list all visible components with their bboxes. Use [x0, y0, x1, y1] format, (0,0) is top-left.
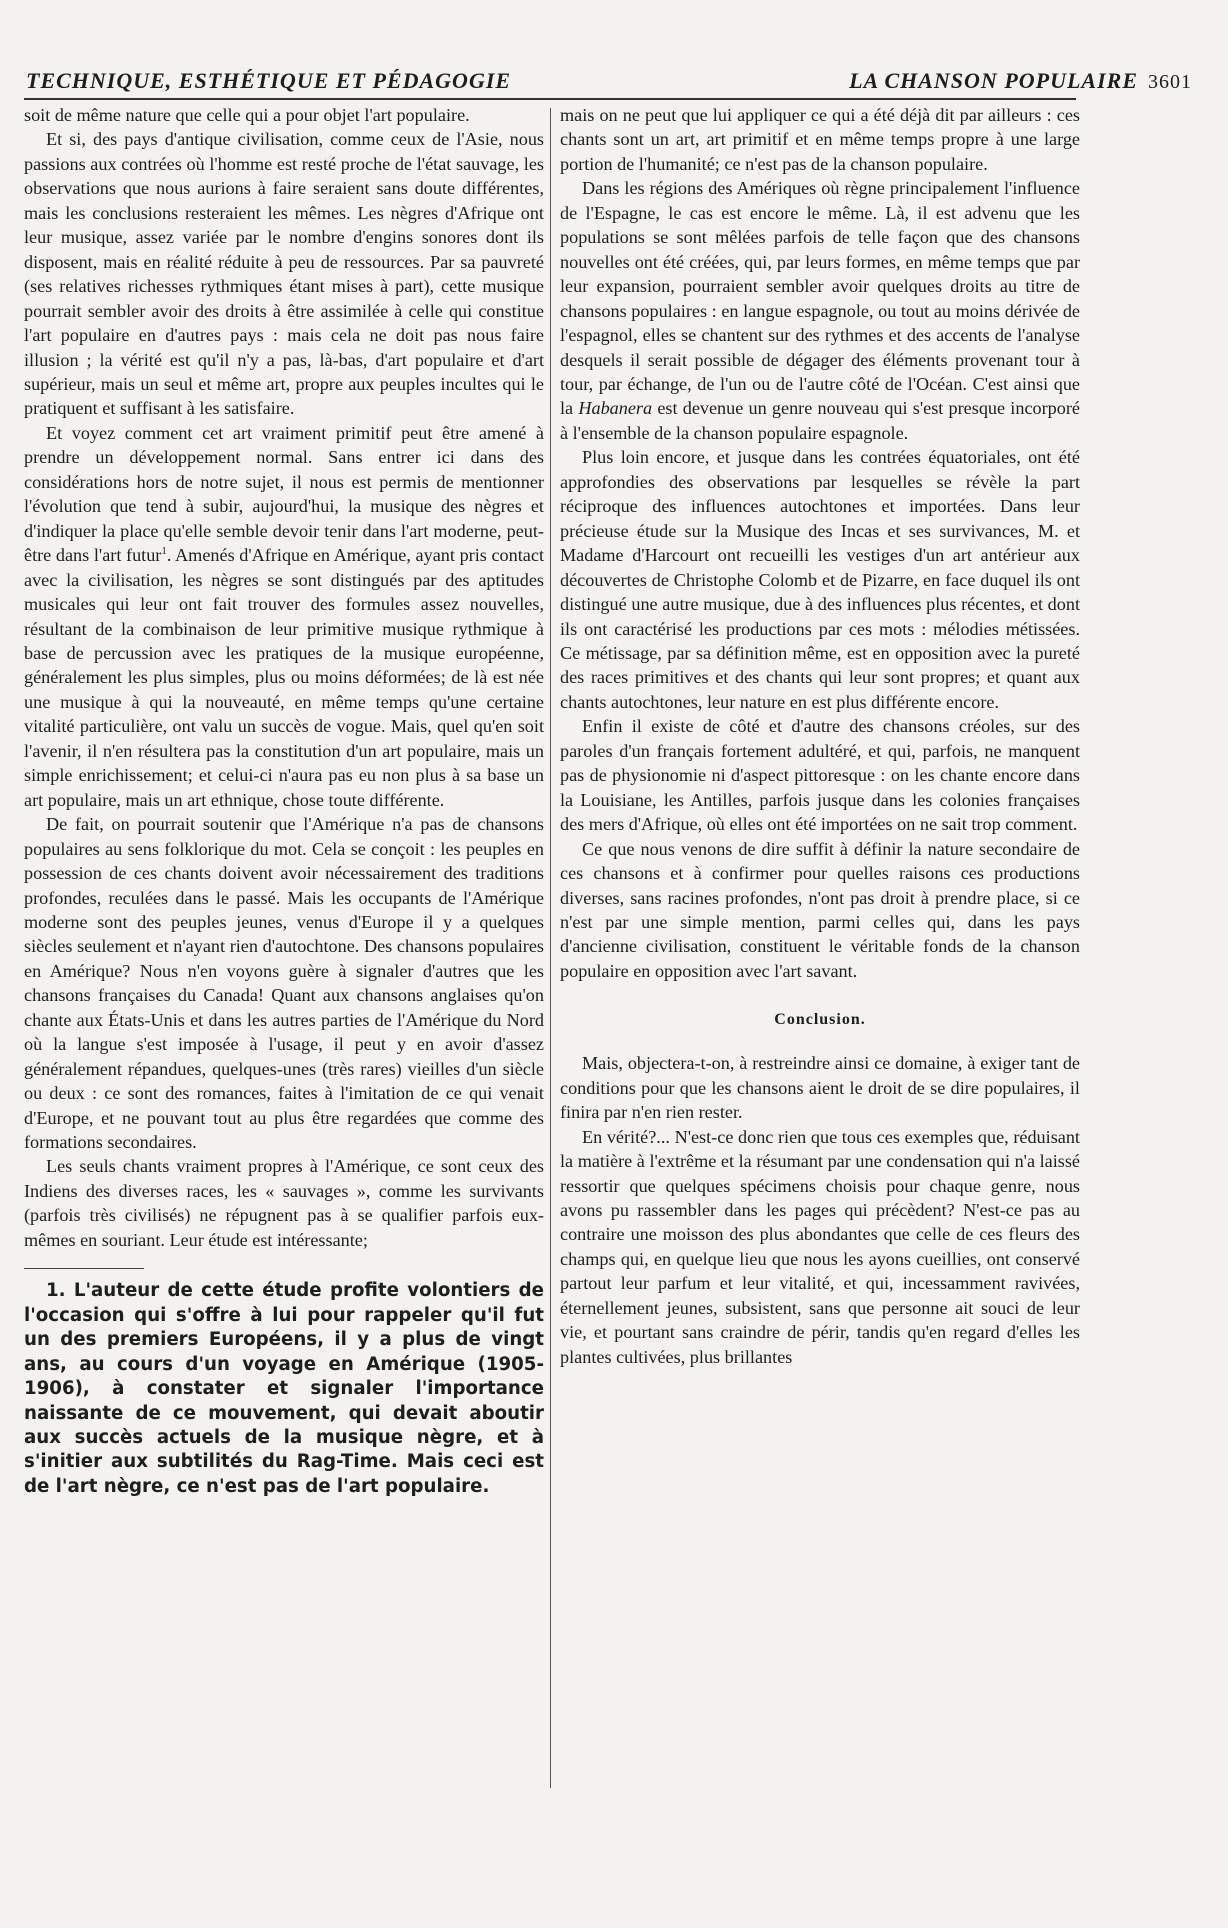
paragraph: soit de même nature que celle qui a pour objet l'art populaire.	[24, 105, 470, 125]
italic-term: Habanera	[578, 398, 653, 419]
footnote-marker: 1	[161, 545, 167, 558]
paragraph: Plus loin encore, et jusque dans les contrées équatoriales, ont été approfondies des observations par lesquelles se révèle la part réciproque des influences autochtones et importées. Dans leur précieuse étude sur la Musique des Incas et ses survivances, M. et Madame d'Harcourt ont recueilli les vestiges d'un art antérieur aux découvertes de Christophe Colomb et de Pizarre, en face duquel ils ont distingué une autre musique, due à des influences plus récentes, et dont ils ont caractérisé les productions par ces mots : mélodies métissées. Ce métissage, par sa définition même, est en opposition avec la pureté des races primitives et des chants qui leur sont propres; et quant aux chants autochtones, leur nature en est plus différente encore.	[560, 447, 1080, 712]
paragraph: Enfin il existe de côté et d'autre des chansons créoles, sur des paroles d'un français fortement adultéré, et qui, parfois, ne manquent pas de physionomie ni d'aspect pittoresque : on les chante encore dans la Louisiane, les Antilles, parfois jusque dans les colonies françaises des mers d'Afrique, où elles ont été importées on ne sait trop comment.	[560, 716, 1080, 835]
paragraph: De fait, on pourrait soutenir que l'Amérique n'a pas de chansons populaires au sens folklorique du mot. Cela se conçoit : les peuples en possession de ces chants doivent avoir nécessairement des traditions profondes, reculées dans le passé. Mais les occupants de l'Amérique moderne sont des peuples jeunes, venus d'Europe il y a quelques siècles seulement et n'ayant rien d'autochtone. Des chansons populaires en Amérique? Nous n'en voyons guère à signaler d'autres que les chansons françaises du Canada! Quant aux chansons anglaises qu'on chante aux États-Unis et dans les autres parties de l'Amérique du Nord où la langue s'est imposée à l'usage, il peut y en avoir d'assez généralement répandues, quelques-unes (très rares) vieilles d'un siècle ou deux : ce sont des romances, faites à l'imitation de ce qui venait d'Europe, et ne pouvant tout au plus être regardées que comme des formations secondaires.	[24, 814, 544, 1153]
paragraph	[560, 176, 1080, 445]
paragraph-text: Et voyez comment cet art vraiment primitif peut être amené à prendre un développement normal. Sans entrer ici dans des considérations hors de notre sujet, il nous est permis de mentionner l'évolution que tend à subir, aujourd'hui, la musique des nègres et d'indiquer la place qu'elle semble devoir tenir dans l'art moderne, peut-être dans l'art futur	[24, 422, 544, 566]
footnote: 1. L'auteur de cette étude profite volontiers de l'occasion qui s'offre à lui pour rappeler qu'il fut un des premiers Européens, il y a plus de vingt ans, au cours d'un voyage en Amérique (1905-1906), à constater et signaler l'importance naissante de ce mouvement, qui devait aboutir aux succès actuels de la musique nègre, et à s'initier aux subtilités du Rag-Time. Mais ceci est de l'art nègre, ce n'est pas de l'art populaire.	[24, 1280, 544, 1497]
header-chapter-title: LA CHANSON POPULAIRE	[849, 68, 1138, 93]
column-divider	[550, 108, 551, 1788]
paragraph-text: est devenue un genre nouveau qui s'est presque incorporé à l'ensemble de la chanson populaire espagnole.	[560, 398, 1080, 443]
left-column	[24, 103, 544, 1499]
footnote-rule	[24, 1268, 144, 1269]
running-header	[24, 64, 1192, 98]
paragraph	[24, 421, 544, 812]
header-right-title	[849, 68, 1192, 94]
paragraph-text: Dans les régions des Amériques où règne principalement l'influence de l'Espagne, le cas est encore le même. Là, il est advenu que les populations se sont mêlées parfois de telle façon que des chansons nouvelles ont été créées, qui, par leurs formes, en même temps que par leur expansion, pourraient sembler avoir quelques droits au titre de chansons populaires : en langue espagnole, ou tout au moins dérivée de l'espagnol, elles se chantent sur des rythmes et des accents de l'analyse desquels il serait possible de dégager des éléments provenant tour à tour, par échange, de l'un ou de l'autre côté de l'Océan. C'est ainsi que la	[560, 178, 1080, 419]
paragraph: Les seuls chants vraiment propres à l'Amérique, ce sont ceux des Indiens des diverses races, les « sauvages », comme les survivants (parfois très civilisés) ne répugnent pas à se qualifier parfois eux-mêmes en souriant. Leur étude est intéressante;	[24, 1156, 544, 1250]
header-left-title: TECHNIQUE, ESTHÉTIQUE ET PÉDAGOGIE	[26, 68, 512, 93]
paragraph-text: . Amenés d'Afrique en Amérique, ayant pris contact avec la civilisation, les nègres se sont distingués par des aptitudes musicales qui leur ont fait trouver des formules assez nouvelles, résultant de la combinaison de leur primitive musique rythmique à base de percussion avec les pratiques de la musique européenne, généralement les plus simples, plus ou moins déformées; de là est née une musique à qui la nouveauté, en même temps qu'une certaine vitalité particulière, ont valu un succès de vogue. Mais, quel qu'en soit l'avenir, il n'en résultera pas la constitution d'un art populaire, mais un simple enrichissement; et celui-ci n'aura pas eu non plus à sa base un art populaire, mais un art ethnique, chose toute différente.	[24, 545, 544, 810]
right-column	[560, 103, 1080, 1369]
paragraph: mais on ne peut que lui appliquer ce qui a été déjà dit par ailleurs : ces chants sont un art, art primitif et en même temps propre à une large portion de l'humanité; ce n'est pas de la chanson populaire.	[560, 105, 1080, 174]
paragraph: Mais, objectera-t-on, à restreindre ainsi ce domaine, à exiger tant de conditions pour que les chansons aient le droit de se dire populaires, il finira par n'en rien rester.	[560, 1053, 1080, 1123]
paragraph: En vérité?... N'est-ce donc rien que tous ces exemples que, réduisant la matière à l'extrême et la résumant par une condensation qui n'a laissé ressortir que quelques spécimens choisis pour chaque genre, nous avons pu rassembler dans les pages qui précèdent? N'est-ce pas au contraire une moisson des plus abondantes que celle de ces fleurs des champs qui, en quelque lieu que nous les ayons cueillies, ont conservé partout leur parfum et leur vitalité, et qui, incessamment ravivées, éternellement jeunes, subsistent, sans que personne ait souci de leur vie, et pourtant sans craindre de périr, tandis qu'en regard d'elles les plantes cultivées, plus brillantes	[560, 1126, 1080, 1367]
paragraph: Ce que nous venons de dire suffit à définir la nature secondaire de ces chansons et à confirmer pour quelles raisons ces productions diverses, sans racines profondes, n'ont pas droit à prendre place, si ce n'est par une simple mention, parmi celles qui, dans les pays d'ancienne civilisation, constituent le véritable fonds de la chanson populaire en opposition avec l'art savant.	[560, 838, 1080, 981]
paragraph: Et si, des pays d'antique civilisation, comme ceux de l'Asie, nous passions aux contrées où l'homme est resté proche de l'état sauvage, les observations que nous aurions à faire seraient sans doute différentes, mais les conclusions resteraient les mêmes. Les nègres d'Afrique ont leur musique, assez variée par le nombre d'engins sonores dont ils disposent, mais en réalité réduite à peu de ressources. Par sa pauvreté (ses relatives richesses rythmiques étant mises à part), cette musique pourrait sembler avoir des droits à être assimilée à celle qui constitue l'art populaire en d'autres pays : mais cela ne doit pas nous faire illusion ; la vérité est qu'il n'y a pas, là-bas, d'art populaire et d'art supérieur, mais un seul et même art, propre aux peuples incultes qui le pratiquent et suffisant à les satisfaire.	[24, 129, 544, 419]
header-rule	[24, 98, 1076, 100]
page-number: 3601	[1148, 71, 1192, 93]
section-heading: Conclusion.	[774, 1011, 866, 1029]
